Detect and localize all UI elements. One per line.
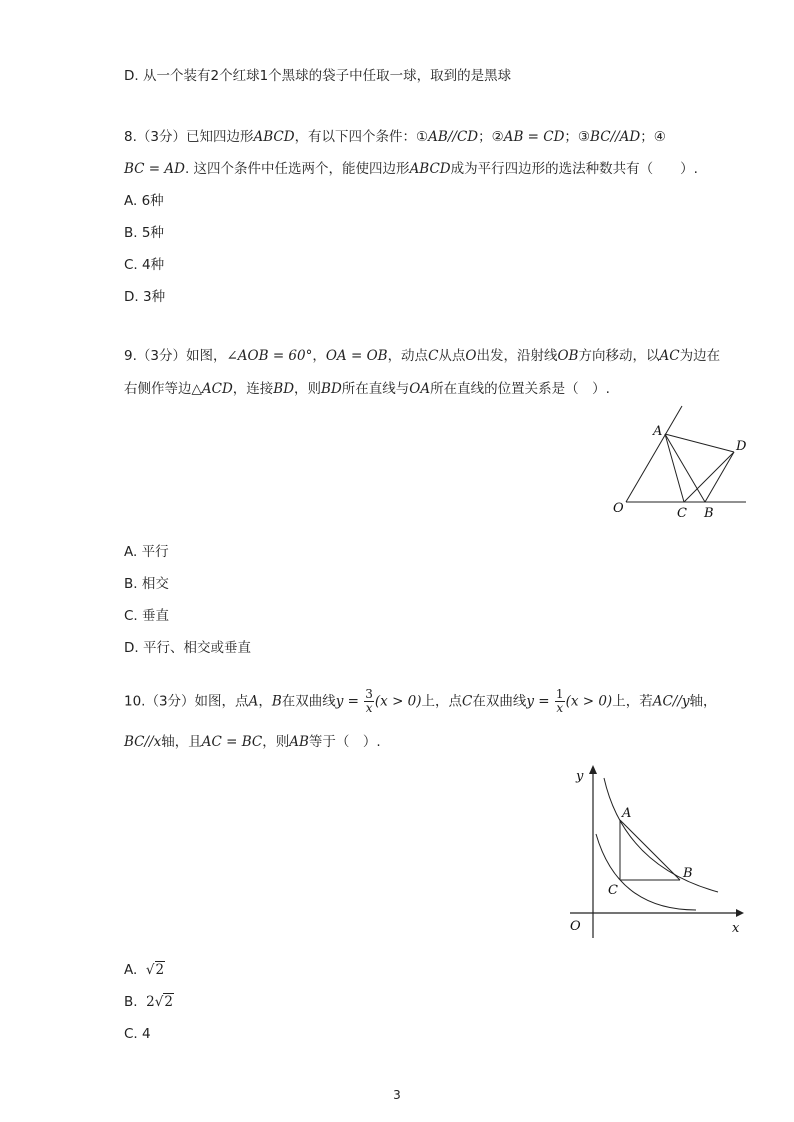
q8-option-c: C. 4种 [124, 257, 165, 273]
q10-label-b: B [683, 866, 693, 881]
q9-stem-line1: 9.（3分）如图，∠AOB = 60°，OA = OB，动点C从点O出发，沿射线OB方向移动，以AC为边在 [124, 348, 721, 364]
q10-fraction-3-over-x: $\frac{3}{x}$ [365, 687, 373, 715]
q8-option-b: B. 5种 [124, 225, 164, 241]
q9-option-d: D. 平行、相交或垂直 [124, 640, 251, 656]
q9-ray-oa [626, 406, 682, 502]
q9-figure [606, 400, 756, 524]
q8-stem-line2: BC = AD. 这四个条件中任选两个，能使四边形ABCD成为平行四边形的选法种数共有（ ）. [124, 161, 698, 177]
q10-label-c: C [608, 883, 618, 898]
q10-option-c: C. 4 [124, 1026, 151, 1042]
q10-label-y: y [576, 769, 584, 784]
q9-option-b: B. 相交 [124, 576, 169, 592]
q10-figure [560, 760, 754, 940]
q10-x-axis-arrow [736, 909, 744, 917]
q9-label-o: O [613, 501, 624, 516]
q9-option-a: A. 平行 [124, 544, 169, 560]
q10-stem-line1: 10.（3分）如图，点A，B在双曲线y = $\frac{3}{x}$ (x > 0)上，点C在双曲线y = $\frac{1}{x}$ (x > 0)上，若AC//y轴， [124, 687, 717, 715]
q9-label-b: B [704, 506, 714, 521]
sqrt-2: √2 [154, 994, 173, 1010]
q9-segment-ac [665, 434, 684, 502]
q9-segment-ab [665, 434, 705, 502]
q7-option-d: D. 从一个装有2个红球1个黑球的袋子中任取一球，取到的是黑球 [124, 68, 512, 84]
q9-option-c: C. 垂直 [124, 608, 170, 624]
q9-label-a: A [653, 424, 663, 439]
q10-curve-y-3-over-x [604, 778, 718, 892]
q8-stem-line1: 8.（3分）已知四边形ABCD，有以下四个条件：①AB//CD；②AB = CD；③BC//AD；④ [124, 129, 666, 145]
q10-option-b: B. 2√2 [124, 994, 173, 1010]
q9-segment-ad [665, 434, 734, 452]
q9-label-c: C [677, 506, 687, 521]
page-number: 3 [393, 1088, 401, 1102]
q10-stem-line2: BC//x轴，且AC = BC，则AB等于（ ）. [124, 734, 381, 750]
q10-option-a: A. √2 [124, 962, 165, 978]
q10-label-a: A [622, 806, 632, 821]
sqrt-2: √2 [145, 962, 165, 978]
q8-option-d: D. 3种 [124, 289, 166, 305]
q10-label-o: O [570, 919, 581, 934]
q10-label-x: x [732, 921, 740, 936]
q9-label-d: D [736, 439, 747, 454]
q8-option-a: A. 6种 [124, 193, 164, 209]
q10-fraction-1-over-x: $\frac{1}{x}$ [555, 687, 564, 715]
q9-stem-line2: 右侧作等边△ACD，连接BD，则BD所在直线与OA所在直线的位置关系是（ ）. [124, 381, 610, 397]
q10-y-axis-arrow [589, 765, 597, 774]
q10-segment-ab [620, 820, 680, 880]
